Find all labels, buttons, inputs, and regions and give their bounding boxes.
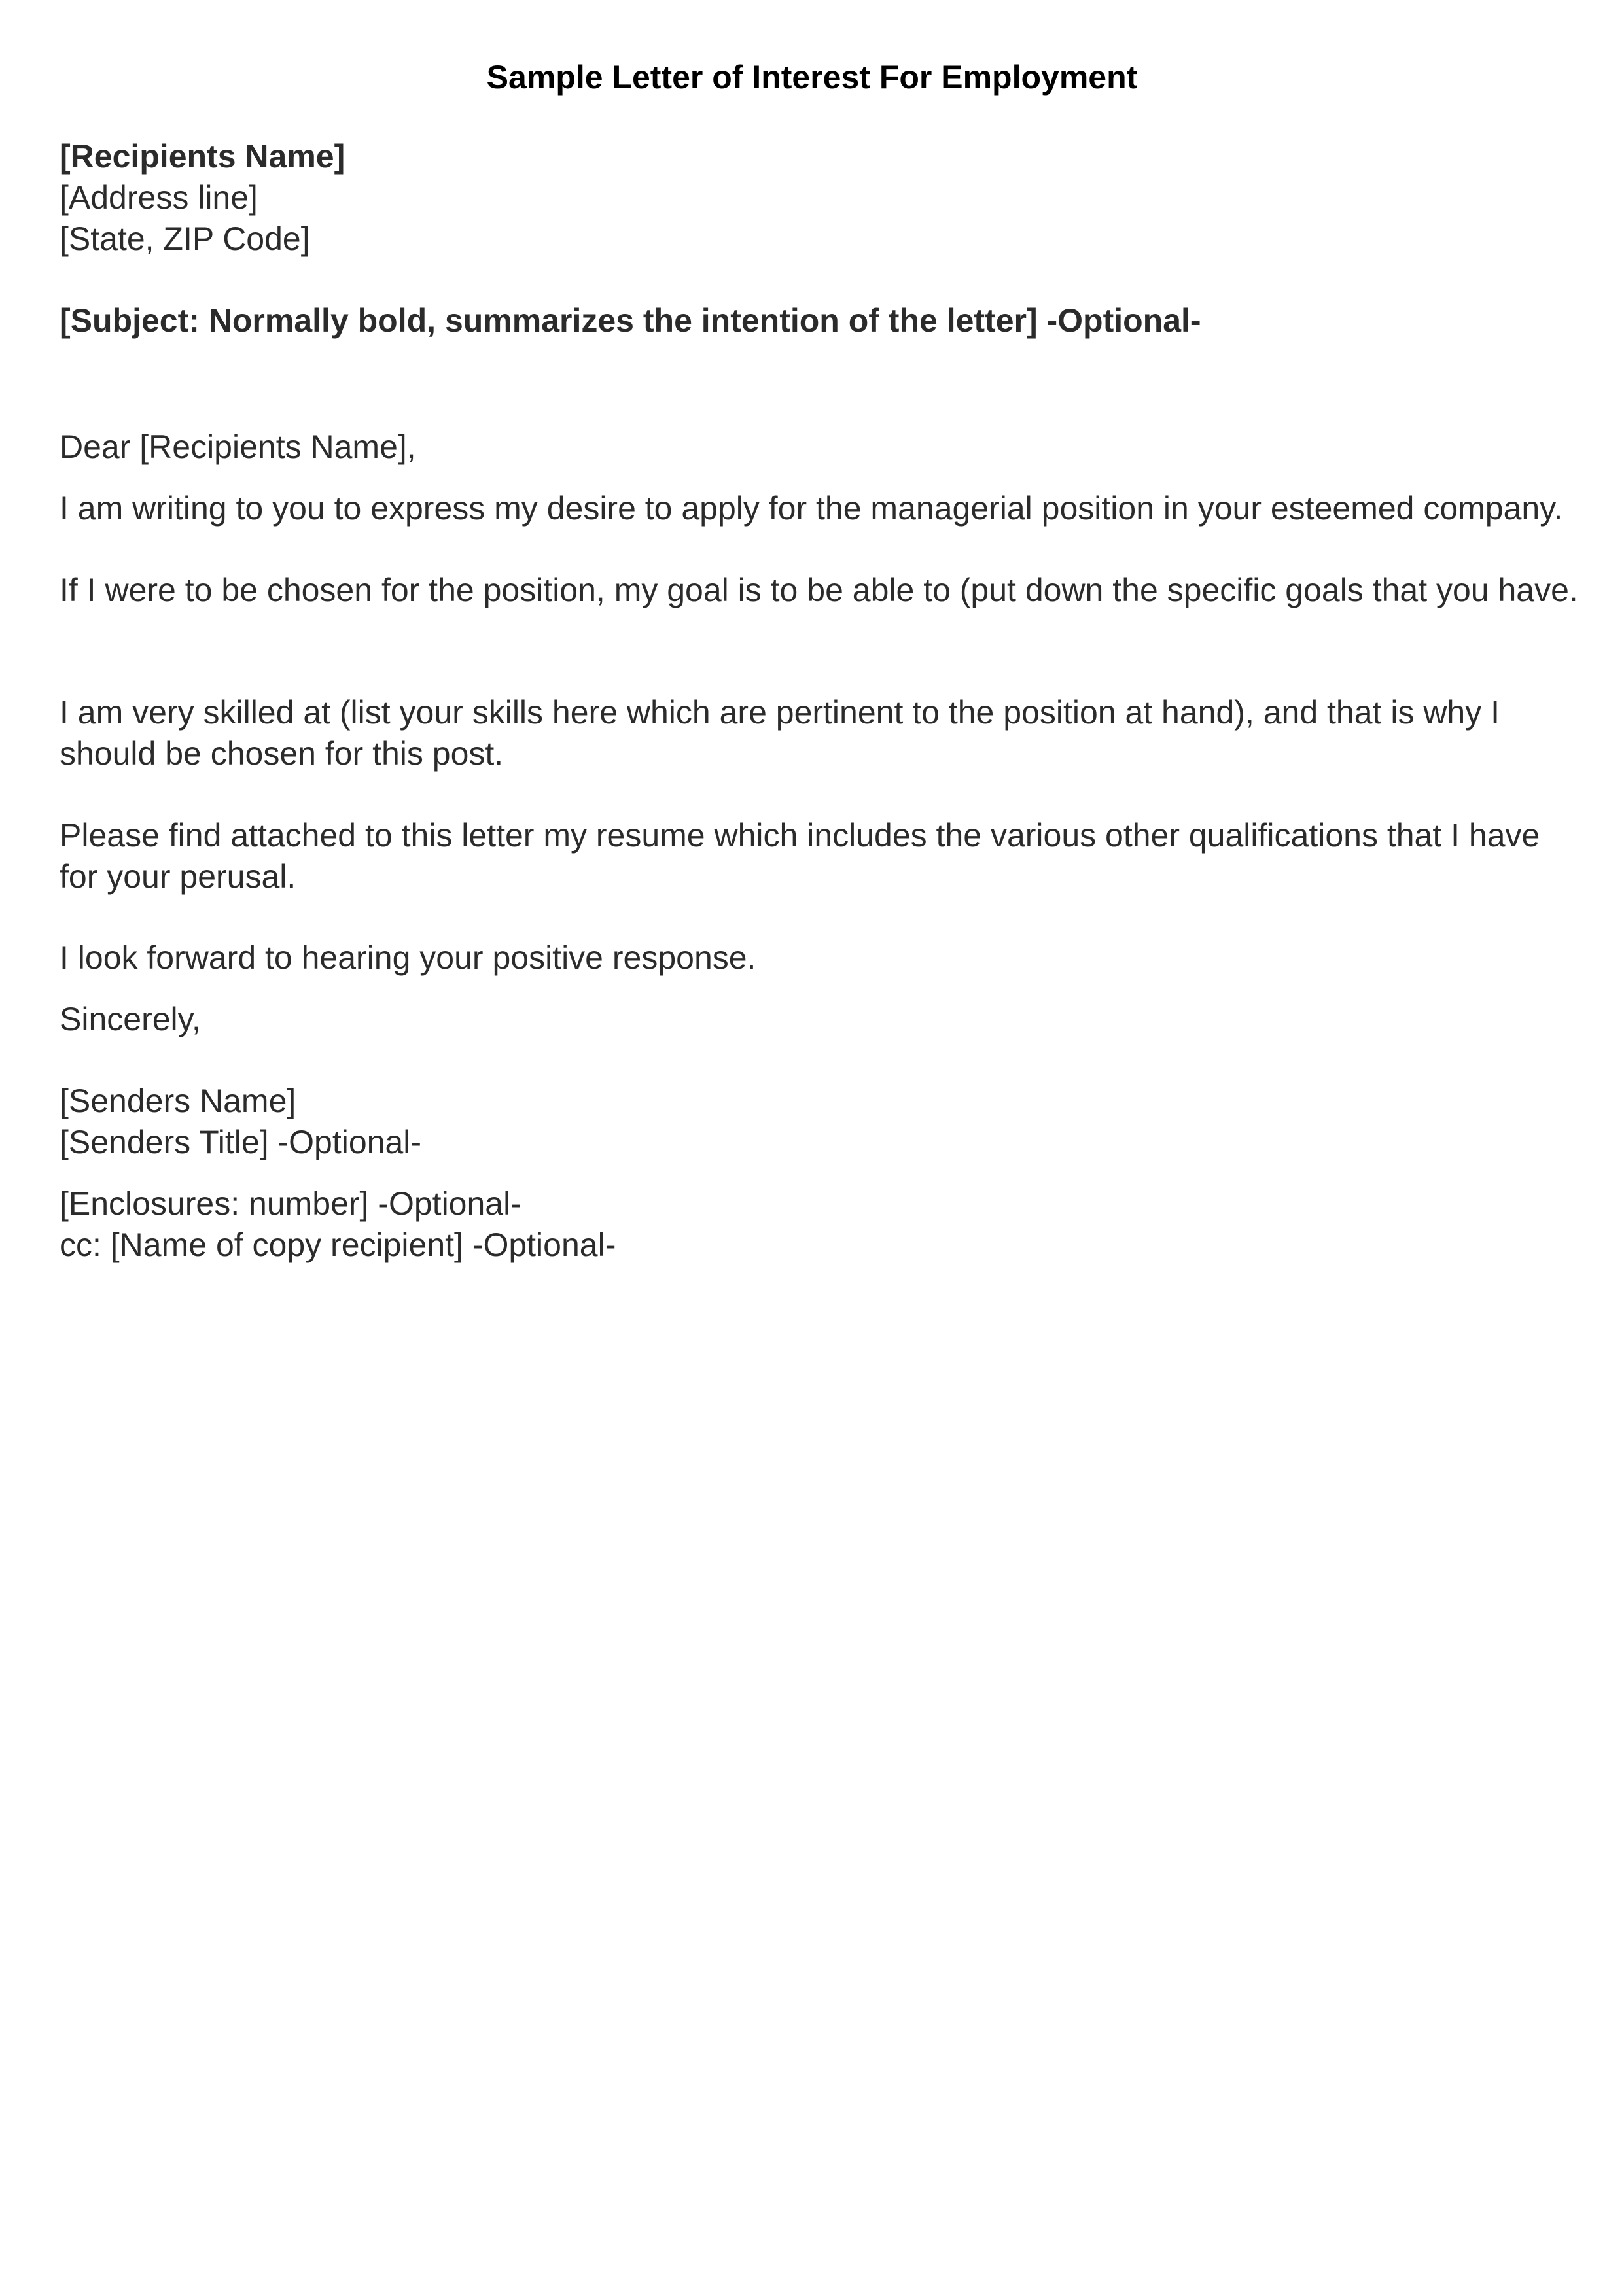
recipient-block bbox=[60, 136, 1584, 260]
enclosures-block bbox=[60, 1183, 1584, 1266]
letter-title: Sample Letter of Interest For Employment bbox=[486, 59, 1138, 96]
closing: Sincerely, bbox=[60, 1001, 201, 1037]
paragraph-resume: Please find attached to this letter my resume which includes the various other qualifications that I have for your perusal. bbox=[60, 817, 1540, 895]
paragraph-response: I look forward to hearing your positive response. bbox=[60, 939, 756, 976]
recipient-name: [Recipients Name] bbox=[60, 138, 345, 175]
recipient-state-zip: [State, ZIP Code] bbox=[60, 220, 310, 257]
cc-line: cc: [Name of copy recipient] -Optional- bbox=[60, 1226, 616, 1263]
recipient-address-line: [Address line] bbox=[60, 179, 258, 216]
salutation: Dear [Recipients Name], bbox=[60, 428, 416, 465]
paragraph-intro: I am writing to you to express my desire to apply for the managerial position in your esteemed company. bbox=[60, 490, 1563, 527]
subject-line: [Subject: Normally bold, summarizes the intention of the letter] -Optional- bbox=[60, 302, 1201, 339]
sender-name: [Senders Name] bbox=[60, 1083, 296, 1119]
paragraph-goals: If I were to be chosen for the position, my goal is to be able to (put down the specific goals that you have. bbox=[60, 572, 1578, 608]
paragraph-skills: I am very skilled at (list your skills here which are pertinent to the position at hand), and that is why I should be chosen for this post. bbox=[60, 694, 1500, 772]
sender-title: [Senders Title] -Optional- bbox=[60, 1124, 422, 1160]
sender-block bbox=[60, 1081, 1584, 1163]
enclosures-line: [Enclosures: number] -Optional- bbox=[60, 1185, 521, 1222]
